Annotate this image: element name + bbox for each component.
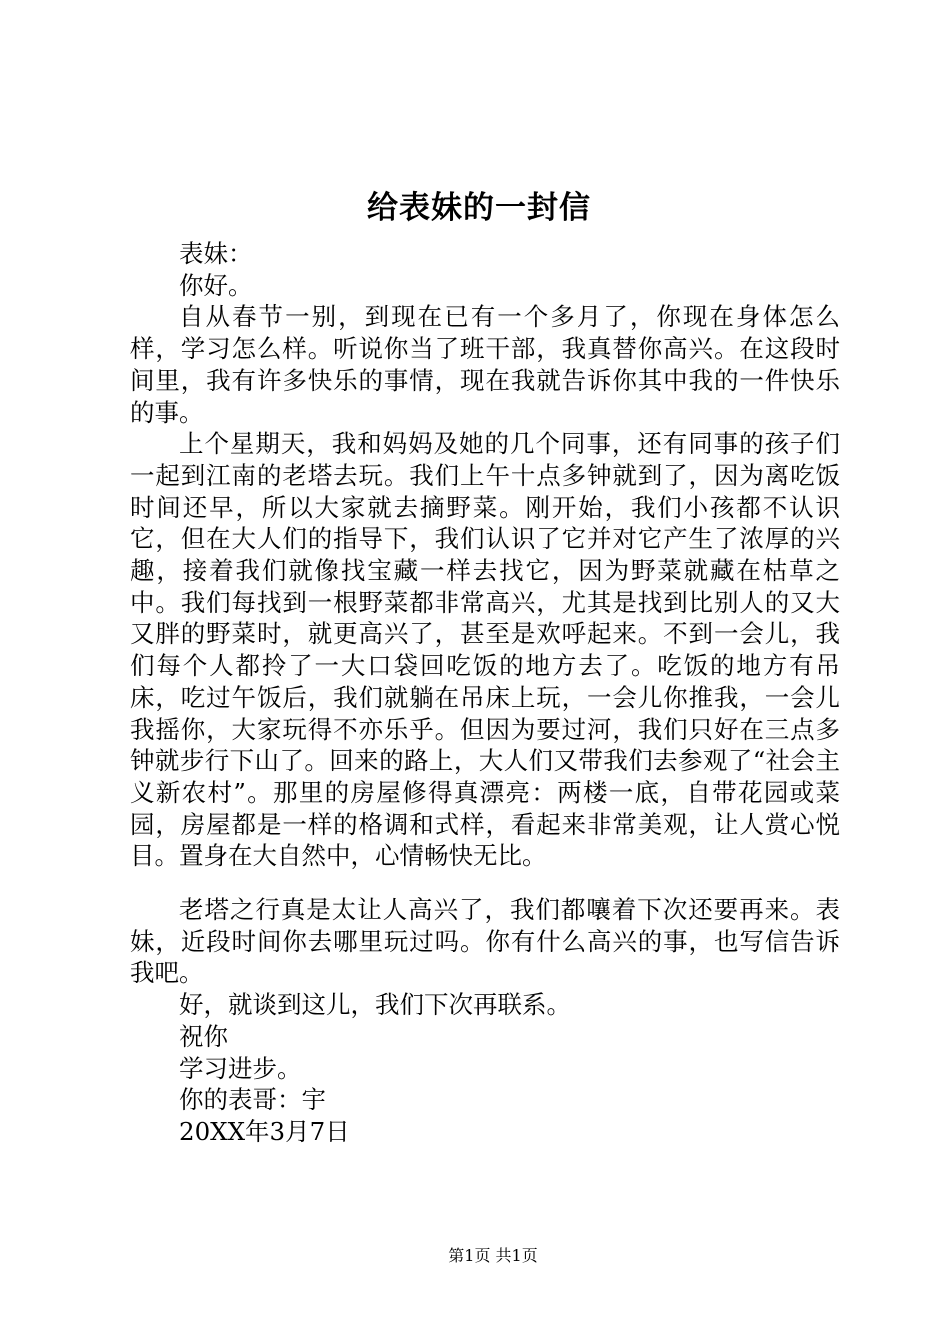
document-title: 给表妹的一封信 [367, 190, 591, 226]
letter-body [130, 238, 840, 1148]
page-footer: 第1页 共1页 [448, 1246, 538, 1265]
blank-line [130, 872, 840, 894]
signature: 你的表哥：宇 [179, 1085, 326, 1115]
paragraph-1: 自从春节一别，到现在已有一个多月了，你现在身体怎么样，学习怎么样。听说你当了班干部，我真替你高兴。在这段时间里，我有许多快乐的事情，现在我就告诉你其中我的一件快乐的事。 [130, 302, 840, 427]
closing-line: 好，就谈到这儿，我们下次再联系。 [179, 990, 571, 1020]
greeting: 你好。 [179, 270, 253, 300]
wish-line-1: 祝你 [179, 1021, 228, 1051]
paragraph-3: 老塔之行真是太让人高兴了，我们都嚷着下次还要再来。表妹，近段时间你去哪里玩过吗。你有什么高兴的事，也写信告诉我吧。 [130, 895, 840, 988]
wish-line-2: 学习进步。 [179, 1053, 302, 1083]
salutation: 表妹： [179, 239, 253, 268]
paragraph-2: 上个星期天，我和妈妈及她的几个同事，还有同事的孩子们一起到江南的老塔去玩。我们上午十点多钟就到了，因为离吃饭时间还早，所以大家就去摘野菜。刚开始，我们小孩都不认识它，但在大人们的指导下，我们认识了它并对它产生了浓厚的兴趣，接着我们就像找宝藏一样去找它，因为野菜就藏在枯草之中。我们每找到一根野菜都非常高兴，尤其是找到比别人的又大又胖的野菜时，就更高兴了，甚至是欢呼起来。不到一会儿，我们每个人都拎了一大口袋回吃饭的地方去了。吃饭的地方有吊床，吃过午饭后，我们就躺在吊床上玩，一会儿你推我，一会儿我摇你，大家玩得不亦乐乎。但因为要过河，我们只好在三点多钟就步行下山了。回来的路上，大人们又带我们去参观了“社会主义新农村”。那里的房屋修得真漂亮：两楼一底，自带花园或菜园，房屋都是一样的格调和式样，看起来非常美观，让人赏心悦目。置身在大自然中，心情畅快无比。 [130, 429, 840, 871]
letter-date: 20XX年3月7日 [179, 1116, 350, 1146]
